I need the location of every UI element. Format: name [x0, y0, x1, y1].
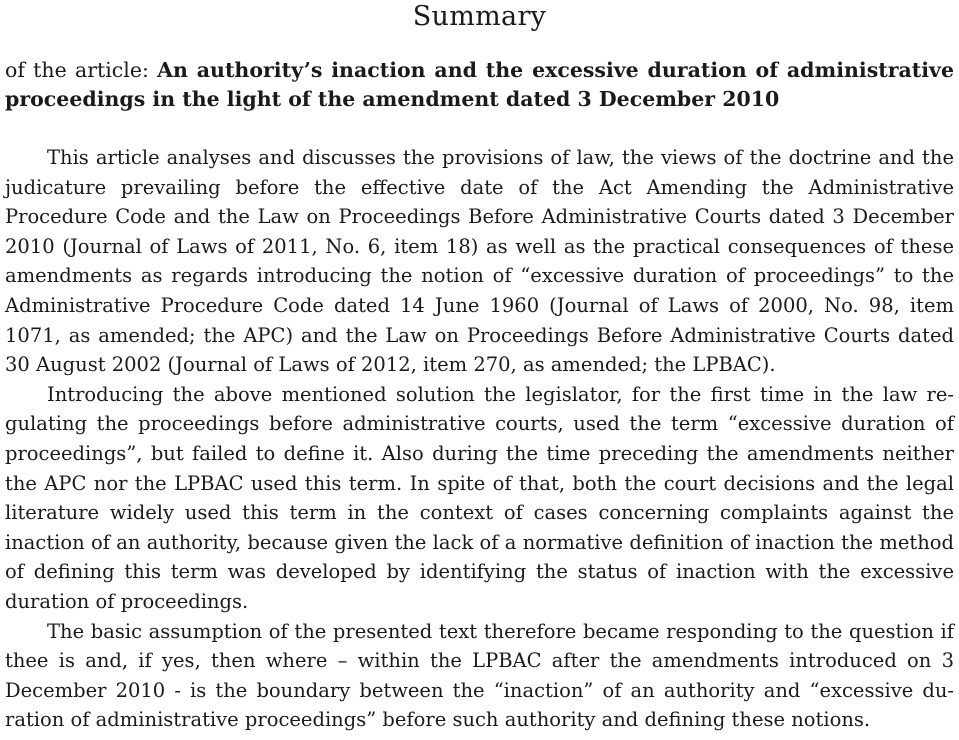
article-title: An authority’s inaction and the excessive duration of administrative proceedings in the light of the amendment dated 3 December 2010: [5, 58, 954, 111]
paragraph-2: Introducing the above mentioned solution the legislator, for the first time in the law regulating the proceedings before administrative courts, used the term “excessive duration of proceedings”, but failed to define it. Also during the time preceding the amendments neither the APC nor the LPBAC used this term. In spite of that, both the court decisions and the legal literature widely used this term in the context of cases concerning complaints against the inaction of an authority, because given the lack of a normative definition of inaction the method of defining this term was developed by identifying the status of inaction with the excessive duration of proceedings.: [5, 382, 954, 613]
page-title: Summary: [412, 1, 547, 32]
summary-body: [5, 143, 954, 735]
summary-page: [5, 0, 954, 735]
article-subtitle: [5, 56, 954, 114]
paragraph-3: The basic assumption of the presented text therefore became responding to the question if thee is and, if yes, then where – within the LPBAC after the amendments introduced on 3 December 2010 - is the boundary between the “inaction” of an authority and “excessive duration of administrative proceedings” before such authority and defining these notions.: [5, 619, 954, 732]
subtitle-lead: of the article:: [5, 58, 158, 82]
paragraph-1: This article analyses and discusses the provisions of law, the views of the doctrine and the judicature prevailing before the effective date of the Act Amending the Administrative Procedure Code and the Law on Proceedings Before Administrative Courts dated 3 December 2010 (Journal of Laws of 2011, No. 6, item 18) as well as the practical consequences of these amendments as regards introducing the notion of “excessive duration of proceedings” to the Administrative Procedure Code dated 14 June 1960 (Journal of Laws of 2000, No. 98, item 1071, as amended; the APC) and the Law on Proceedings Before Administrative Courts dated 30 August 2002 (Journal of Laws of 2012, item 270, as amended; the LPBAC).: [5, 146, 954, 377]
